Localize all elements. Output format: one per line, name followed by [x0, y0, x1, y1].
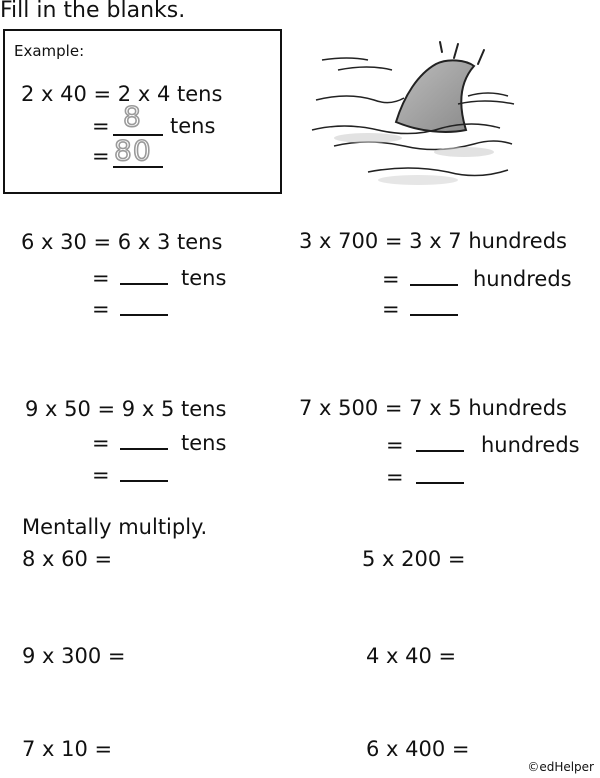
problem-4-line-3 — [386, 462, 464, 489]
problem-1-equals-2: = — [92, 266, 110, 290]
mental-item-5: 7 x 10 = — [22, 737, 113, 761]
credit-text: ©edHelper — [527, 760, 594, 774]
problem-4-line-1: 7 x 500 = 7 x 5 hundreds — [299, 396, 567, 420]
problem-3-equals-2: = — [92, 431, 110, 455]
problem-1-equals-3: = — [92, 297, 110, 321]
example-answer-3: 80 — [114, 134, 152, 167]
mental-item-4: 4 x 40 = — [366, 644, 457, 668]
problem-1-blank-2[interactable] — [120, 263, 168, 285]
problem-4-blank-3[interactable] — [416, 462, 464, 484]
problem-2-unit: hundreds — [472, 267, 572, 291]
problem-4-equals-2: = — [386, 433, 404, 457]
problem-3-unit: tens — [180, 431, 227, 455]
problem-1-unit: tens — [180, 266, 227, 290]
problem-3-line-3 — [92, 460, 168, 487]
example-equals-3: = — [92, 144, 110, 168]
problem-2-equals-2: = — [382, 267, 400, 291]
mental-item-1: 8 x 60 = — [22, 547, 113, 571]
mental-item-3: 9 x 300 = — [22, 644, 126, 668]
problem-2-blank-2[interactable] — [410, 264, 458, 286]
problem-4-line-2 — [386, 430, 580, 457]
example-line-1: 2 x 40 = 2 x 4 tens — [21, 82, 223, 106]
shark-fin-icon — [308, 34, 520, 194]
problem-3-equals-3: = — [92, 463, 110, 487]
problem-4-equals-3: = — [386, 465, 404, 489]
problem-3-line-1: 9 x 50 = 9 x 5 tens — [25, 397, 227, 421]
mental-heading: Mentally multiply. — [22, 515, 208, 539]
problem-1-line-2 — [92, 263, 226, 290]
problem-2-line-1: 3 x 700 = 3 x 7 hundreds — [299, 229, 567, 253]
example-box — [3, 29, 282, 194]
example-equals-2: = — [92, 114, 110, 138]
example-label: Example: — [14, 42, 85, 60]
problem-2-equals-3: = — [382, 297, 400, 321]
mental-item-6: 6 x 400 = — [366, 737, 470, 761]
example-answer-2: 8 — [123, 100, 142, 133]
problem-3-blank-2[interactable] — [120, 428, 168, 450]
mental-item-2: 5 x 200 = — [362, 547, 466, 571]
page-title: Fill in the blanks. — [0, 0, 186, 23]
problem-1-blank-3[interactable] — [120, 294, 168, 316]
problem-4-unit: hundreds — [480, 433, 580, 457]
example-unit-2: tens — [170, 114, 216, 138]
problem-1-line-1: 6 x 30 = 6 x 3 tens — [21, 230, 223, 254]
problem-2-line-2 — [382, 264, 572, 291]
problem-2-blank-3[interactable] — [410, 294, 458, 316]
problem-3-line-2 — [92, 428, 226, 455]
problem-4-blank-2[interactable] — [416, 430, 464, 452]
problem-1-line-3 — [92, 294, 168, 321]
problem-3-blank-3[interactable] — [120, 460, 168, 482]
problem-2-line-3 — [382, 294, 458, 321]
